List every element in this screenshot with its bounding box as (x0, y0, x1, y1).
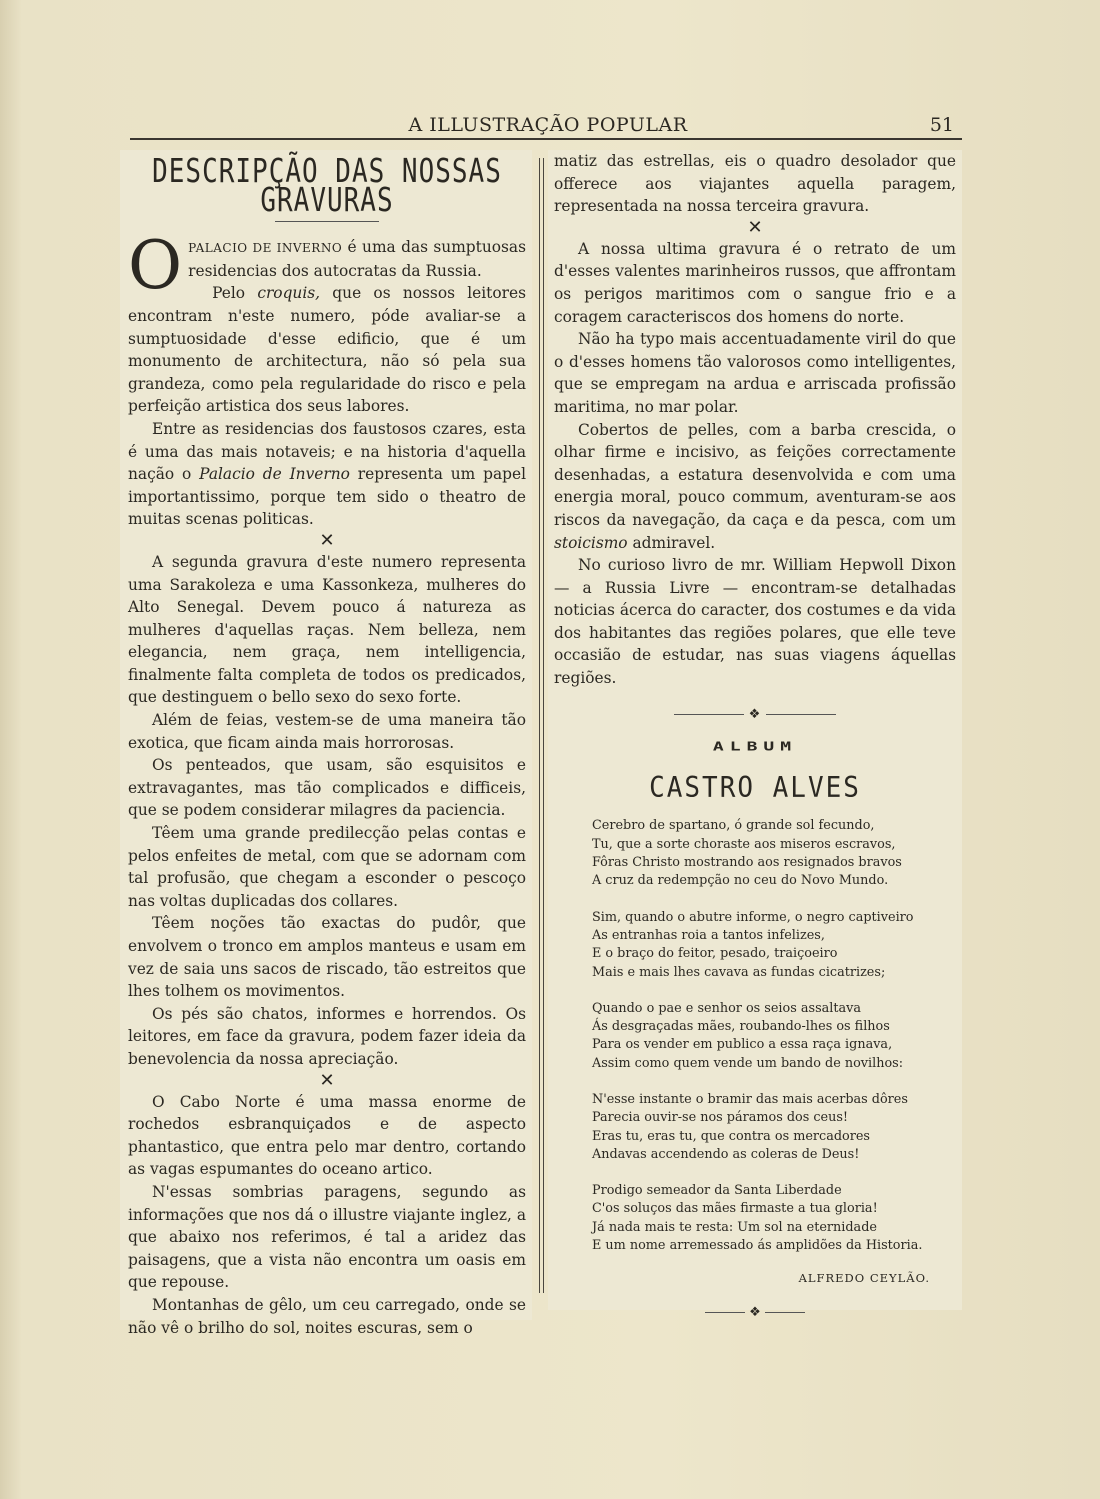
p2-italic: Palacio de Inverno (199, 465, 350, 484)
left-column (120, 150, 532, 1337)
separator-2: ✕ (319, 1069, 335, 1091)
lead-text: é uma das sumptuosas residencias dos autocratas da Russia. (188, 238, 526, 280)
poem-author: ALFREDO CEYLÃO. (798, 1271, 930, 1286)
paragraph-3: A segunda gravura d'este numero representa uma Sarakoleza e uma Kassonkeza, mulheres do Alto Senegal. Devem pouco á natureza as mulheres d'aquellas raças. Nem belleza, nem elegancia, nem graça, nem intelligencia, finalmente falta completa de todos os predicados, que destinguem o bello sexo do sexo forte. (128, 552, 526, 707)
poem-line: Eras tu, eras tu, que contra os mercadores (592, 1128, 870, 1144)
poem-stanza (592, 1000, 956, 1073)
closing-ornament (554, 1302, 956, 1325)
poem-line: E o braço do feitor, pesado, traiçoeiro (592, 946, 838, 962)
column-divider (539, 158, 544, 1293)
p1-italic: croquis, (257, 284, 321, 303)
closing-line-left (705, 1312, 745, 1313)
paragraph-15: No curioso livro de mr. William Hepwoll Dixon — a Russia Livre — encontram-se detalhadas noticias ácerca do caracter, dos costumes e da vida dos habitantes das regiões polares, que elle teve occasião de estudar, nas suas viagens áquellas regiões. (554, 556, 956, 688)
paragraph-1 (128, 282, 526, 418)
separator-3: ✕ (747, 216, 763, 238)
lead-smallcaps: PALACIO DE INVERNO (188, 241, 343, 256)
poem-stanza (592, 817, 956, 890)
poem-line: Assim como quem vende um bando de novilhos: (592, 1055, 904, 1071)
paragraph-4: Além de feias, vestem-se de uma maneira tão exotica, que ficam ainda mais horrorosas. (128, 711, 526, 752)
article-title: DESCRIPÇÃO DAS NOSSAS GRAVURAS (152, 153, 502, 220)
title-rule (275, 221, 379, 222)
paragraph-10: N'essas sombrias paragens, segundo as informações que nos dá o illustre viajante inglez, a que abaixo nos referimos, é tal a aridez das paisagens, que a vista não encontra um oasis em que repouse. (128, 1182, 526, 1292)
poem-line: As entranhas roia a tantos infelizes, (592, 927, 825, 943)
poem-line: Sim, quando o abutre informe, o negro captiveiro (592, 909, 914, 925)
paragraph-7: Têem noções tão exactas do pudôr, que envolvem o tronco em amplos manteus e usam em vez de saia uns sacos de riscado, tão estreitos que lhes tolhem os movimentos. (128, 914, 526, 1001)
poem-line: Já nada mais te resta: Um sol na eternidade (592, 1219, 877, 1235)
album-title: ALBUM (712, 739, 798, 755)
paragraph-8: Os pés são chatos, informes e horrendos. Os leitores, em face da gravura, podem fazer ideia da benevolencia da nossa apreciação. (128, 1004, 526, 1068)
drop-cap: O (128, 227, 183, 305)
poem-line: Parecia ouvir-se nos páramos dos ceus! (592, 1110, 849, 1126)
p2-end: representa um papel importantissimo, porque tem sido o theatro de muitas scenas politicas. (128, 465, 527, 529)
poem-line: E um nome arremessado ás amplidões da Historia. (592, 1238, 923, 1254)
poem-line: C'os soluços das mães firmaste a tua gloria! (592, 1201, 878, 1217)
running-title: A ILLUSTRAÇÃO POPULAR (408, 114, 688, 136)
paragraph-6: Têem uma grande predilecção pelas contas e pelos enfeites de metal, com que se adornam com tal profusão, que chegam a esconder o pescoço nas voltas duplicadas dos collares. (128, 824, 526, 910)
closing-line-right (765, 1312, 805, 1313)
closing-ornament-icon: ❖ (749, 1304, 761, 1320)
poem-line: N'esse instante o bramir das mais acerbas dôres (592, 1092, 908, 1107)
poem-line: Tu, que a sorte choraste aos miseros escravos, (592, 836, 896, 852)
poem-line: Ás desgraçadas mães, roubando-lhes os filhos (592, 1019, 890, 1035)
ornament-icon: ❖ (748, 706, 762, 722)
poem-title: CASTRO ALVES (649, 771, 861, 805)
page-number: 51 (929, 114, 954, 136)
poem-stanza (592, 1091, 956, 1164)
paragraph-11-continued: matiz das estrellas, eis o quadro desolador que offerece aos viajantes aquella paragem, representada na nossa terceira gravura. (554, 152, 956, 216)
paragraph-2 (128, 418, 526, 531)
poem-stanza (592, 1182, 956, 1255)
poem-line: Fôras Christo mostrando aos resignados bravos (592, 855, 902, 871)
p14-italic: stoicismo (554, 533, 628, 552)
ornament-line-right (766, 714, 836, 715)
paragraph-9: O Cabo Norte é uma massa enorme de rochedos esbranquiçados e de aspecto phantastico, que entra pelo mar dentro, cortando as vagas espumantes do oceano artico. (128, 1092, 526, 1179)
p1-start: Pelo (212, 284, 258, 303)
p14-end: admiravel. (627, 533, 716, 552)
poem-line: Mais e mais lhes cavava as fundas cicatrizes; (592, 964, 886, 980)
paragraph-12: A nossa ultima gravura é o retrato de um d'esses valentes marinheiros russos, que affrontam os perigos maritimos com o sangue frio e a coragem caracteriscos dos homens do norte. (554, 239, 956, 326)
poem-line: A cruz da redempção no ceu do Novo Mundo. (592, 873, 889, 889)
poem-stanza (592, 909, 956, 982)
paragraph-5: Os penteados, que usam, são esquisitos e extravagantes, mas tão complicados e difficeis, que se podem considerar milagres da paciencia. (128, 756, 526, 820)
p14-start: Cobertos de pelles, com a barba crescida, o olhar firme e incisivo, as feições correctamente desenhadas, a estatura desenvolvida e com uma energia moral, pouco commum, aventuram-se aos riscos da navegação, da caça e da pesca, com um (554, 420, 956, 529)
paragraph-11: Montanhas de gêlo, um ceu carregado, onde se não vê o brilho do sol, noites escuras, sem o (128, 1295, 526, 1337)
right-column (548, 150, 962, 1320)
ornament-line-left (674, 714, 744, 715)
separator-1: ✕ (319, 529, 335, 551)
paragraph-14 (554, 419, 956, 555)
p2-start: Entre as residencias dos faustosos czares, esta é uma das mais notaveis; e na historia d'aquella nação o (128, 419, 526, 484)
paragraph-13: Não ha typo mais accentuadamente viril do que o d'esses homens tão valorosos como intelligentes, que se empregam na ardua e arriscada profissão maritima, no mar polar. (554, 330, 956, 416)
poem (554, 817, 956, 1255)
poem-line: Cerebro de spartano, ó grande sol fecundo, (592, 818, 875, 834)
ornament-divider (554, 704, 956, 727)
poem-line: Quando o pae e senhor os seios assaltava (592, 1000, 861, 1016)
running-header (130, 110, 962, 140)
poem-line: Para os vender em publico a essa raça ignava, (592, 1037, 893, 1053)
poem-line: Andavas accendendo as coleras de Deus! (592, 1146, 860, 1162)
p1-end: que os nossos leitores encontram n'este numero, póde avaliar-se a sumptuosidade d'esse edificio, que é um monumento de architectura, não só pela sua grandeza, como pela regularidade do risco e pela perfeição artistica dos seus labores. (128, 284, 526, 416)
poem-line: Prodigo semeador da Santa Liberdade (592, 1183, 842, 1199)
